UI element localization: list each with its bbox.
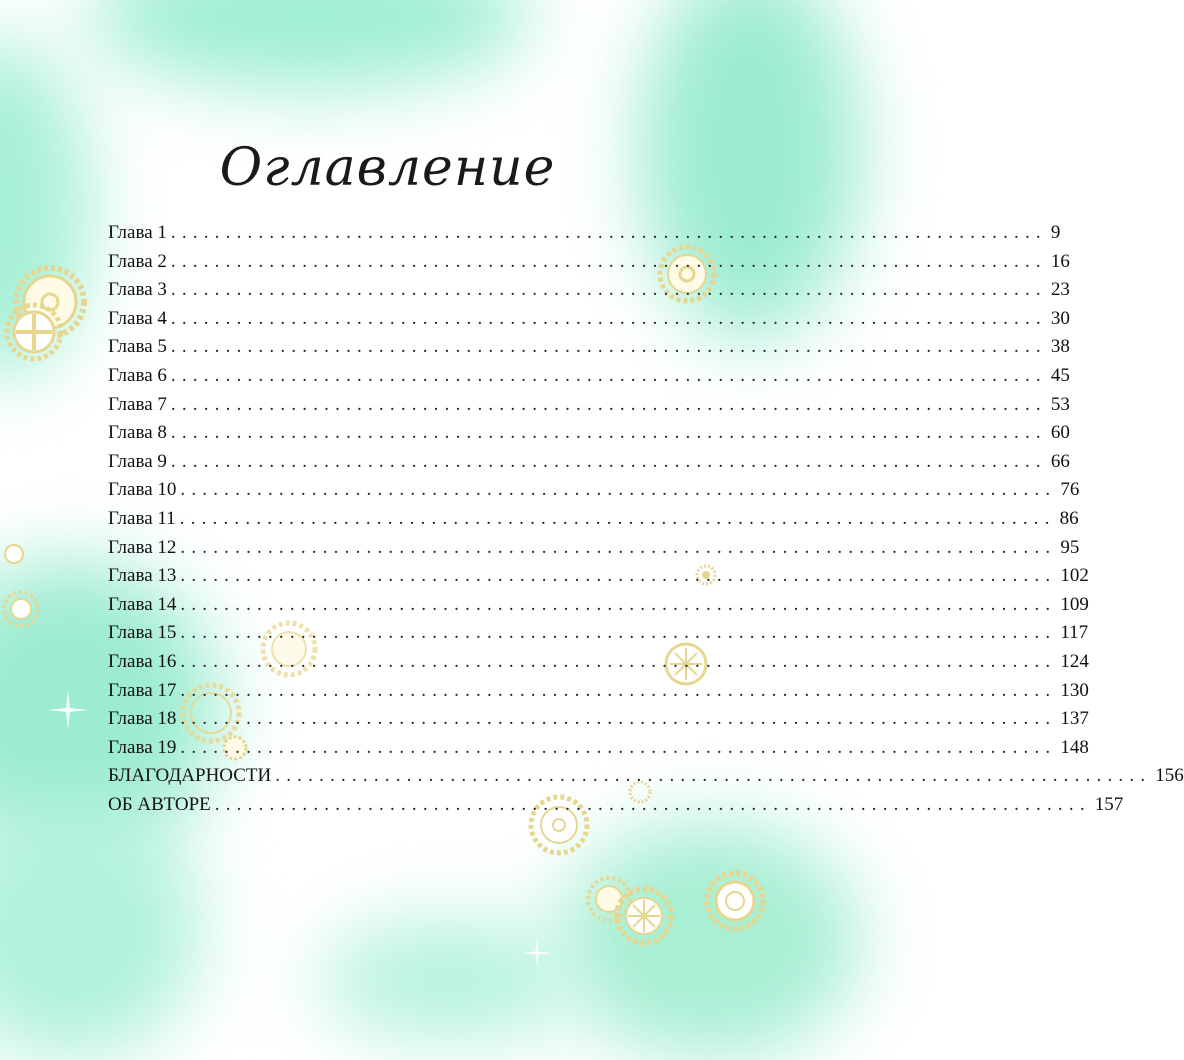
toc-entry-page: 109 bbox=[1060, 593, 1089, 615]
dot-leader: ................................................................................ bbox=[214, 793, 1091, 815]
toc-entry-page: 86 bbox=[1059, 507, 1079, 529]
toc-entry-label: Глава 5 bbox=[108, 336, 167, 358]
gear-icon bbox=[612, 884, 676, 948]
toc-entry-label: Глава 13 bbox=[108, 565, 177, 587]
toc-entry[interactable] bbox=[108, 336, 1070, 365]
toc-entry[interactable] bbox=[108, 479, 1080, 508]
sparkle-icon bbox=[522, 938, 552, 968]
toc-entry[interactable] bbox=[108, 565, 1089, 594]
toc-entry-page: 23 bbox=[1050, 279, 1070, 301]
toc-entry-page: 137 bbox=[1060, 708, 1089, 730]
mint-wash bbox=[0, 800, 200, 1060]
toc-entry-page: 60 bbox=[1050, 422, 1070, 444]
dot-leader: ................................................................................ bbox=[170, 364, 1047, 386]
page-title: Оглавление bbox=[219, 138, 556, 198]
dot-leader: ................................................................................ bbox=[170, 336, 1047, 358]
dot-leader: ................................................................................ bbox=[180, 679, 1057, 701]
toc-entry-label: Глава 16 bbox=[108, 650, 177, 672]
toc-entry[interactable] bbox=[108, 622, 1089, 651]
toc-entry-page: 95 bbox=[1060, 536, 1080, 558]
dot-leader: ................................................................................ bbox=[180, 479, 1057, 501]
toc-entry-label: Глава 18 bbox=[108, 708, 177, 730]
toc-entry-label: Глава 10 bbox=[108, 479, 177, 501]
toc-entry[interactable] bbox=[108, 650, 1089, 680]
mint-wash bbox=[560, 820, 860, 1060]
toc-entry-label: Глава 14 bbox=[108, 593, 177, 615]
toc-entry-page: 148 bbox=[1060, 736, 1089, 758]
toc-entry[interactable] bbox=[108, 708, 1089, 737]
toc-entry-label: Глава 17 bbox=[108, 679, 177, 701]
toc-entry-page: 30 bbox=[1050, 307, 1070, 329]
toc-entry-label: Глава 3 bbox=[108, 279, 167, 301]
dot-leader: ................................................................................ bbox=[180, 736, 1057, 758]
toc-entry[interactable] bbox=[108, 279, 1070, 308]
toc-entry-page: 9 bbox=[1050, 222, 1061, 243]
dot-leader: ................................................................................ bbox=[180, 593, 1057, 615]
dot-leader: ................................................................................ bbox=[170, 450, 1047, 472]
gear-icon bbox=[2, 542, 26, 566]
toc-entry[interactable] bbox=[108, 765, 1184, 794]
toc-entry-label: Глава 19 bbox=[108, 736, 177, 758]
toc-entry-page: 117 bbox=[1060, 622, 1089, 644]
toc-entry[interactable] bbox=[108, 307, 1070, 337]
toc-entry-label: Глава 8 bbox=[108, 422, 167, 444]
table-of-contents bbox=[108, 222, 1184, 822]
toc-entry-label: Глава 15 bbox=[108, 622, 177, 644]
dot-leader: ................................................................................ bbox=[180, 650, 1057, 672]
toc-entry-label: Глава 2 bbox=[108, 250, 167, 272]
dot-leader: ................................................................................ bbox=[170, 393, 1047, 415]
toc-entry[interactable] bbox=[108, 222, 1061, 251]
gear-icon bbox=[2, 300, 66, 364]
toc-entry-label: Глава 1 bbox=[108, 222, 167, 243]
toc-entry[interactable] bbox=[108, 507, 1079, 537]
toc-entry[interactable] bbox=[108, 593, 1089, 623]
toc-entry-page: 157 bbox=[1094, 793, 1124, 815]
toc-entry-label: Глава 4 bbox=[108, 307, 167, 329]
toc-entry[interactable] bbox=[108, 422, 1070, 451]
toc-entry-label: Глава 7 bbox=[108, 393, 167, 415]
toc-entry-label: Глава 11 bbox=[108, 507, 176, 529]
toc-entry[interactable] bbox=[108, 450, 1070, 480]
dot-leader: ................................................................................ bbox=[180, 708, 1057, 730]
toc-entry[interactable] bbox=[108, 250, 1070, 280]
mint-wash bbox=[90, 0, 530, 90]
toc-entry-page: 102 bbox=[1060, 565, 1089, 587]
toc-entry-label: Глава 6 bbox=[108, 364, 167, 386]
toc-entry-page: 53 bbox=[1050, 393, 1070, 415]
toc-entry[interactable] bbox=[108, 536, 1080, 566]
gear-icon bbox=[0, 588, 42, 630]
toc-entry-page: 156 bbox=[1155, 765, 1184, 787]
toc-entry[interactable] bbox=[108, 393, 1070, 423]
gear-icon bbox=[702, 868, 768, 934]
toc-entry-page: 130 bbox=[1060, 679, 1089, 701]
toc-entry-page: 16 bbox=[1050, 250, 1070, 272]
dot-leader: ................................................................................ bbox=[170, 279, 1047, 301]
dot-leader: ................................................................................ bbox=[275, 765, 1152, 787]
dot-leader: ................................................................................ bbox=[170, 307, 1047, 329]
toc-entry[interactable] bbox=[108, 364, 1070, 394]
toc-entry-label: ОБ АВТОРЕ bbox=[108, 793, 211, 815]
dot-leader: ................................................................................ bbox=[170, 222, 1047, 243]
dot-leader: ................................................................................ bbox=[170, 422, 1047, 444]
toc-entry[interactable] bbox=[108, 736, 1089, 766]
toc-entry-page: 124 bbox=[1060, 650, 1089, 672]
dot-leader: ................................................................................ bbox=[180, 565, 1057, 587]
toc-entry-label: Глава 12 bbox=[108, 536, 177, 558]
toc-entry-label: Глава 9 bbox=[108, 450, 167, 472]
dot-leader: ................................................................................ bbox=[180, 622, 1057, 644]
toc-entry-page: 38 bbox=[1050, 336, 1070, 358]
toc-entry-page: 76 bbox=[1060, 479, 1080, 501]
toc-entry[interactable] bbox=[108, 679, 1089, 709]
toc-entry-page: 45 bbox=[1050, 364, 1070, 386]
toc-entry-label: БЛАГОДАРНОСТИ bbox=[108, 765, 272, 787]
sparkle-icon bbox=[48, 690, 88, 730]
toc-entry[interactable] bbox=[108, 793, 1124, 823]
dot-leader: ................................................................................ bbox=[179, 507, 1056, 529]
dot-leader: ................................................................................ bbox=[180, 536, 1057, 558]
dot-leader: ................................................................................ bbox=[170, 250, 1047, 272]
toc-entry-page: 66 bbox=[1050, 450, 1070, 472]
